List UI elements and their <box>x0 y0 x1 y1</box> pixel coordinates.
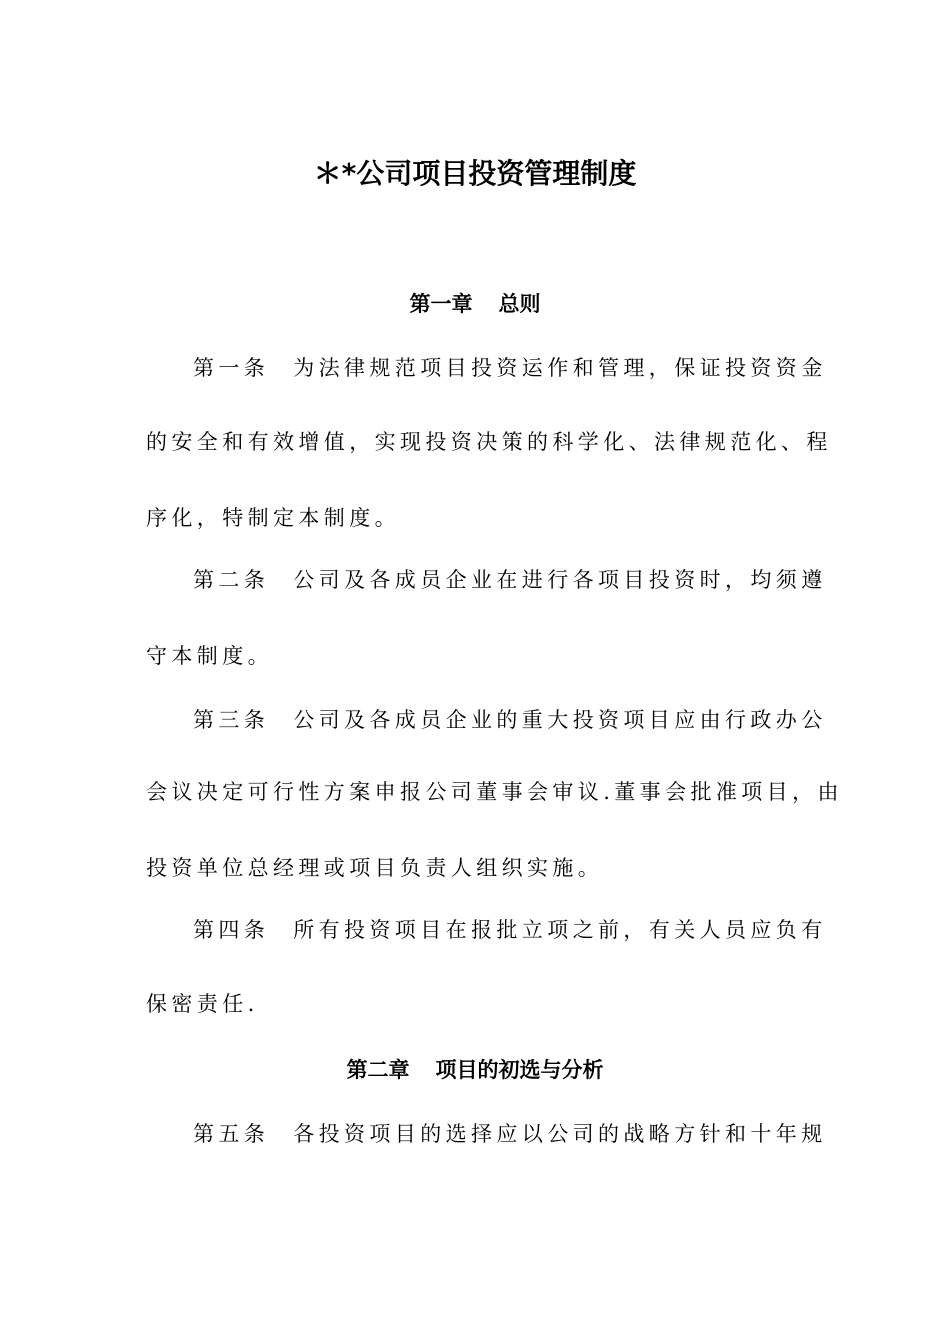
chapter-heading-1 <box>0 288 950 320</box>
article-3-line-2: 会议决定可行性方案申报公司董事会审议.董事会批准项目，由 <box>146 780 843 804</box>
chapter-heading-2 <box>0 1054 950 1086</box>
article-text: 公司及各成员企业在进行各项目投资时，均须遵 <box>293 568 827 592</box>
chapter-name: 项目的初选与分析 <box>435 1058 604 1082</box>
article-5-line-1 <box>193 1118 827 1150</box>
document-title: ＊*公司项目投资管理制度 <box>313 157 637 190</box>
article-text: 为法律规范项目投资运作和管理，保证投资资金 <box>293 356 827 380</box>
article-label: 第三条 <box>193 708 270 732</box>
chapter-label: 第二章 <box>346 1058 410 1082</box>
article-1-line-2: 的安全和有效增值，实现投资决策的科学化、法律规范化、程 <box>146 430 832 454</box>
article-1-line-3: 序化，特制定本制度。 <box>146 506 400 530</box>
article-3-line-3: 投资单位总经理或项目负责人组织实施。 <box>146 856 604 880</box>
article-4-line-1 <box>193 914 827 946</box>
article-2-line-2: 守本制度。 <box>146 644 273 668</box>
article-label: 第五条 <box>193 1122 270 1146</box>
article-2-line-1 <box>193 564 827 596</box>
chapter-label: 第一章 <box>409 292 473 316</box>
article-4-line-2: 保密责任. <box>146 992 259 1016</box>
article-label: 第一条 <box>193 356 270 380</box>
article-text: 各投资项目的选择应以公司的战略方针和十年规 <box>293 1122 827 1146</box>
article-3-line-1 <box>193 704 827 736</box>
article-text: 所有投资项目在报批立项之前，有关人员应负有 <box>293 918 827 942</box>
chapter-name: 总则 <box>498 292 541 316</box>
article-label: 第二条 <box>193 568 270 592</box>
article-1-line-1 <box>193 352 827 384</box>
article-text: 公司及各成员企业的重大投资项目应由行政办公 <box>293 708 827 732</box>
article-label: 第四条 <box>193 918 270 942</box>
